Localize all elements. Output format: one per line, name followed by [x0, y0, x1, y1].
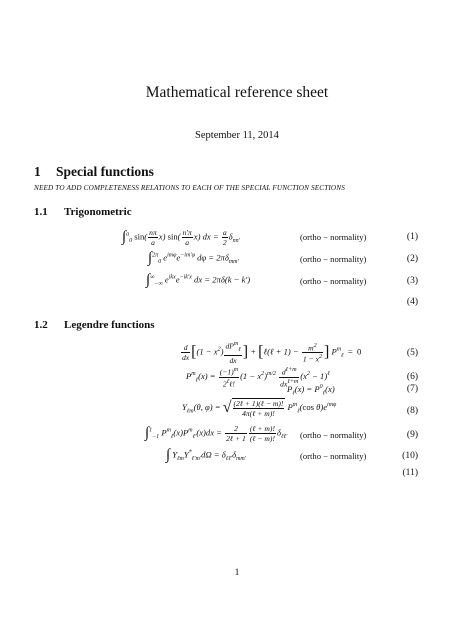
- subsection-heading: [34, 319, 155, 331]
- subsection-number: 1.1: [34, 206, 48, 218]
- equation-note: (ortho − normality): [300, 232, 367, 242]
- equation-body: $P^m_\ell(x)$ = $\frac{(-1)^m}{2^\ell\ell!}$ $(1 - x^2)^{m/2}$ $\frac{d^{\ell+m}}{dx^{\ell+m}}$ $(x^2 - 1)^\ell$: [186, 367, 330, 389]
- section-title: Special functions: [56, 164, 154, 179]
- equation-row: [0, 293, 474, 317]
- equation-number: (5): [406, 348, 418, 358]
- equation-note: (ortho − normality): [300, 276, 367, 286]
- equation-body: $\frac{d}{dx}$ [$(1 - x^2)$ $\frac{dP^m_\ell}{dx}$ ] + [ℓ(ℓ + 1) − $\frac{m^2}{1 - x^2}$ ] $P^m_\ell = 0$: [182, 341, 362, 366]
- equation-number: (11): [402, 468, 418, 478]
- equation-note: (ortho − normality): [300, 451, 367, 461]
- equation-body: ∫ $Y_{\ell m}Y^*_{\ell'm'}d\Omega = \delta_{\ell\ell'}\delta_{mm'}$: [166, 447, 247, 463]
- equation-row: [0, 250, 474, 274]
- document-title: Mathematical reference sheet: [145, 84, 329, 101]
- equation-number: (1): [406, 232, 418, 242]
- equation-row: [0, 464, 474, 488]
- equation-number: (7): [406, 384, 418, 394]
- equation-body: ∫$^a_0$ sin( $\frac{n\pi}{a}$ x) sin( $\frac{n'\pi}{a}$ x) dx = $\frac{a}{2}$ $\delta_{nn'}$: [122, 228, 240, 247]
- equation-body: $P_\ell(x) = P^0_\ell(x)$: [287, 384, 335, 397]
- todo-note: NEED TO ADD COMPLETENESS RELATIONS TO EACH OF THE SPECIAL FUNCTION SECTIONS: [34, 184, 345, 192]
- equation-row: [0, 228, 474, 252]
- equation-number: (8): [406, 406, 418, 416]
- section-number: 1: [34, 164, 41, 179]
- equation-note: (ortho − normality): [300, 254, 367, 264]
- equation-number: (2): [406, 254, 418, 264]
- equation-row: [0, 398, 474, 426]
- equation-number: (9): [406, 430, 418, 440]
- section-heading: [34, 164, 154, 180]
- equation-body: ∫$^1_{-1}$ $P^m_\ell(x)P^m_{\ell'}(x)dx$ = $\frac{2}{\text{2ℓ + 1}}$ $\frac{\text{(ℓ + m)!}}{\text{(ℓ − m)!}}$ $\delta_{\ell\ell'}$: [145, 424, 288, 443]
- equation-body: ∫$^{2\pi}_0$ $e^{im\varphi}e^{-im'\varphi}$ $d\varphi = 2\pi\delta_{mm'}$: [148, 250, 239, 266]
- subsection-title: Trigonometric: [64, 206, 132, 218]
- subsection-heading: [34, 206, 132, 218]
- equation-number: (10): [402, 451, 418, 461]
- subsection-title: Legendre functions: [64, 319, 155, 331]
- equation-number: (4): [406, 297, 418, 307]
- page-number: 1: [234, 568, 240, 578]
- equation-number: (3): [406, 276, 418, 286]
- document-date: September 11, 2014: [195, 130, 279, 141]
- equation-note: (ortho − normality): [300, 430, 367, 440]
- equation-number: (6): [406, 372, 418, 382]
- equation-body: $Y_{\ell m}(\theta$, φ) = √ $\frac{\text{(2ℓ + 1)(ℓ − m)!}}{\text{4π(ℓ + m)!}}$ $P^m_\ell(\cos$ $\theta)e^{im\varphi}$: [182, 399, 337, 418]
- subsection-number: 1.2: [34, 319, 48, 331]
- equation-body: $\int^\infty_{-\infty}$ $e^{ikx}e^{-ik'x}$ dx = 2πδ(k − k′): [146, 272, 251, 288]
